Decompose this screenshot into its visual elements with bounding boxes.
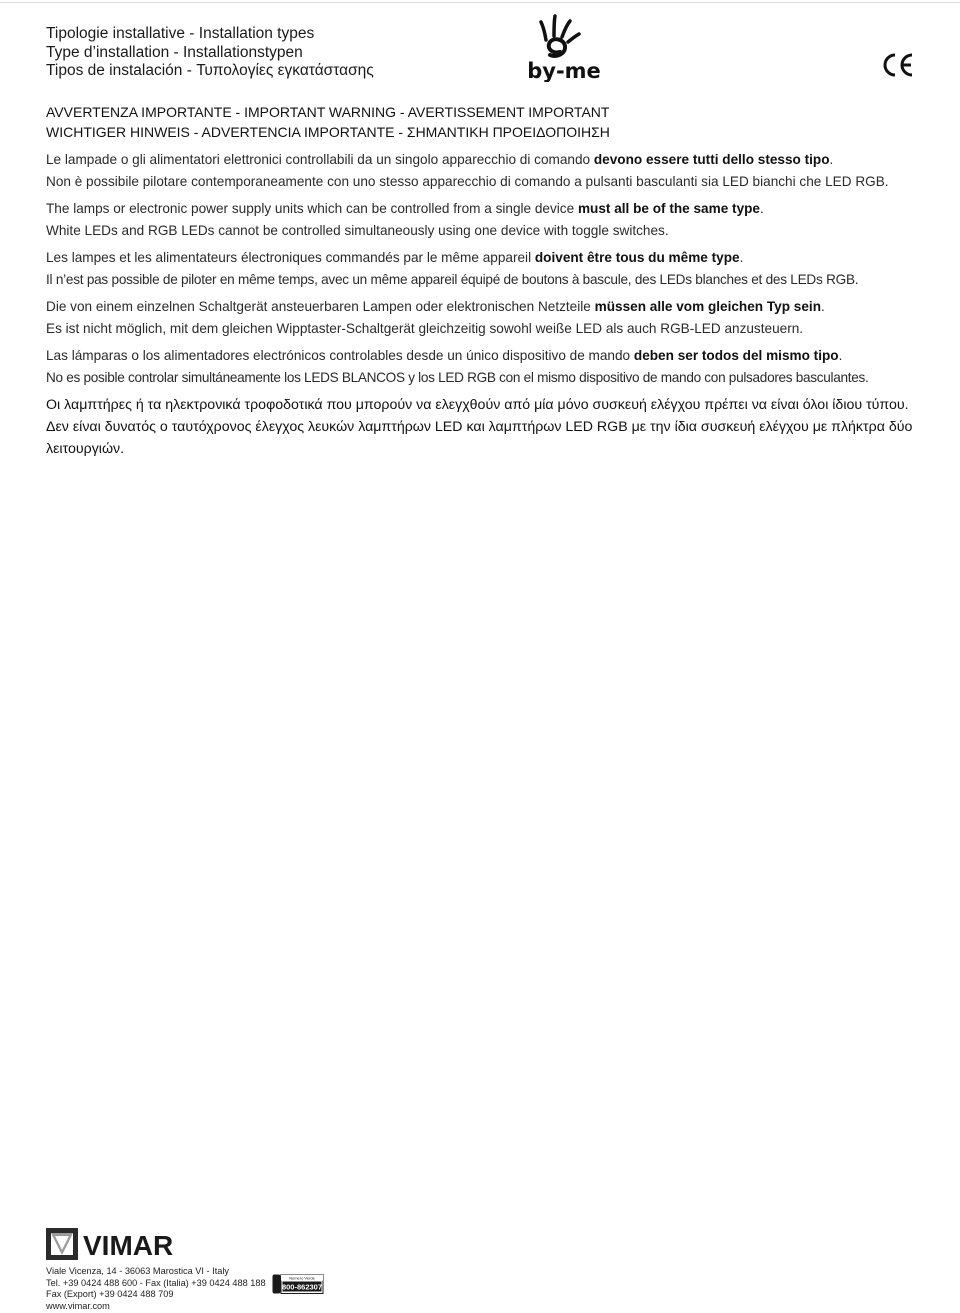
footer-address: Viale Vicenza, 14 - 36063 Marostica VI - Italy — [46, 1266, 229, 1276]
emphasis-text: doivent être tous du même type — [534, 250, 740, 265]
warning-line-1: AVVERTENZA IMPORTANTE - IMPORTANT WARNING - AVERTISSEMENT IMPORTANT — [46, 104, 610, 120]
paragraph-line: Le lampade o gli alimentatori elettronici controllabili da un singolo apparecchio di comando devono essere tutti dello stesso tipo. — [46, 152, 834, 167]
paragraph-line: White LEDs and RGB LEDs cannot be controlled simultaneously using one device with toggle switches. — [46, 223, 669, 238]
paragraph-line: Οι λαμπτήρες ή τα ηλεκτρονικά τροφοδοτικά που μπορούν να ελεγχθούν από μία μόνο συσκευή ελέγχου πρέπει να είναι όλοι ίδιου τύπου. — [46, 397, 909, 413]
by-me-logo — [508, 12, 620, 82]
emphasis-text: deben ser todos del mismo tipo — [633, 348, 839, 363]
paragraph-line: Las lámparas o los alimentadores electrónicos controlables desde un único dispositivo de mando deben ser todos del mismo tipo. — [46, 348, 843, 363]
paragraph-italian — [46, 149, 926, 193]
paragraph-line: The lamps or electronic power supply units which can be controlled from a single device must all be of the same type. — [46, 201, 764, 216]
paragraph-line: Non è possibile pilotare contemporaneamente con uno stesso apparecchio di comando a pulsanti basculanti sia LED bianchi che LED RGB. — [46, 174, 889, 189]
footer-contacts — [46, 1266, 266, 1312]
paragraph-line: Les lampes et les alimentateurs électroniques commandés par le même appareil doivent être tous du même type. — [46, 250, 744, 265]
footer-tel: Tel. +39 0424 488 600 - Fax (Italia) +39 0424 488 188 — [46, 1277, 266, 1288]
emphasis-text: devono essere tutti dello stesso tipo — [593, 152, 830, 167]
toll-free-badge — [272, 1274, 324, 1294]
paragraph-german — [46, 296, 926, 340]
emphasis-text: must all be of the same type — [577, 201, 760, 216]
paragraph-english — [46, 198, 926, 242]
vimar-logo — [46, 1228, 176, 1260]
paragraph-line: Es ist nicht möglich, mit dem gleichen Wipptaster-Schaltgerät gleichzeitig sowohl weiße LED als auch RGB-LED anzusteuern. — [46, 321, 804, 336]
paragraph-line: No es posible controlar simultáneamente los LEDS BLANCOS y los LED RGB con el mismo dispositivo de mando con pulsadores basculantes. — [46, 370, 869, 385]
ce-mark-icon — [880, 50, 916, 80]
title-line-3: Tipos de instalación - Τυπολογίες εγκατάστασης — [46, 62, 374, 79]
paragraph-line: Il n’est pas possible de piloter en même temps, avec un même appareil équipé de boutons à bascule, des LEDs blanches et des LEDs RGB. — [46, 272, 859, 287]
svg-text:800-862307: 800-862307 — [281, 1282, 323, 1292]
footer-fax-export: Fax (Export) +39 0424 488 709 — [46, 1289, 174, 1300]
paragraph-line: Die von einem einzelnen Schaltgerät ansteuerbaren Lampen oder elektronischen Netzteile müssen alle vom gleichen Typ sein. — [46, 299, 825, 314]
paragraph-greek — [46, 394, 926, 460]
top-rule — [0, 2, 960, 3]
svg-text:VIMAR: VIMAR — [83, 1230, 174, 1260]
svg-text:Numero Verde: Numero Verde — [289, 1275, 315, 1281]
paragraph-line: Δεν είναι δυνατός ο ταυτόχρονος έλεγχος λευκών λαμπτήρων LED και λαμπτήρων LED RGB με την ίδια συσκευή ελέγχου με πλήκτρα δύο λειτουργιών. — [46, 419, 913, 457]
title-line-2: Type d’installation - Installationstypen — [46, 43, 303, 61]
paragraph-spanish — [46, 345, 926, 389]
paragraph-french — [46, 247, 926, 291]
footer-website-link[interactable]: www.vimar.com — [46, 1300, 110, 1311]
warning-heading — [46, 102, 610, 142]
svg-text:by-me: by-me — [527, 59, 601, 82]
warning-body — [46, 149, 926, 465]
title-line-1: Tipologie installative - Installation types — [46, 25, 315, 42]
document-titles — [46, 25, 374, 81]
warning-line-2: WICHTIGER HINWEIS - ADVERTENCIA IMPORTANTE - ΣΗΜΑΝΤΙΚΗ ΠΡΟΕΙΔΟΠΟΙΗΣΗ — [46, 124, 610, 140]
emphasis-text: müssen alle vom gleichen Typ sein — [594, 299, 822, 314]
